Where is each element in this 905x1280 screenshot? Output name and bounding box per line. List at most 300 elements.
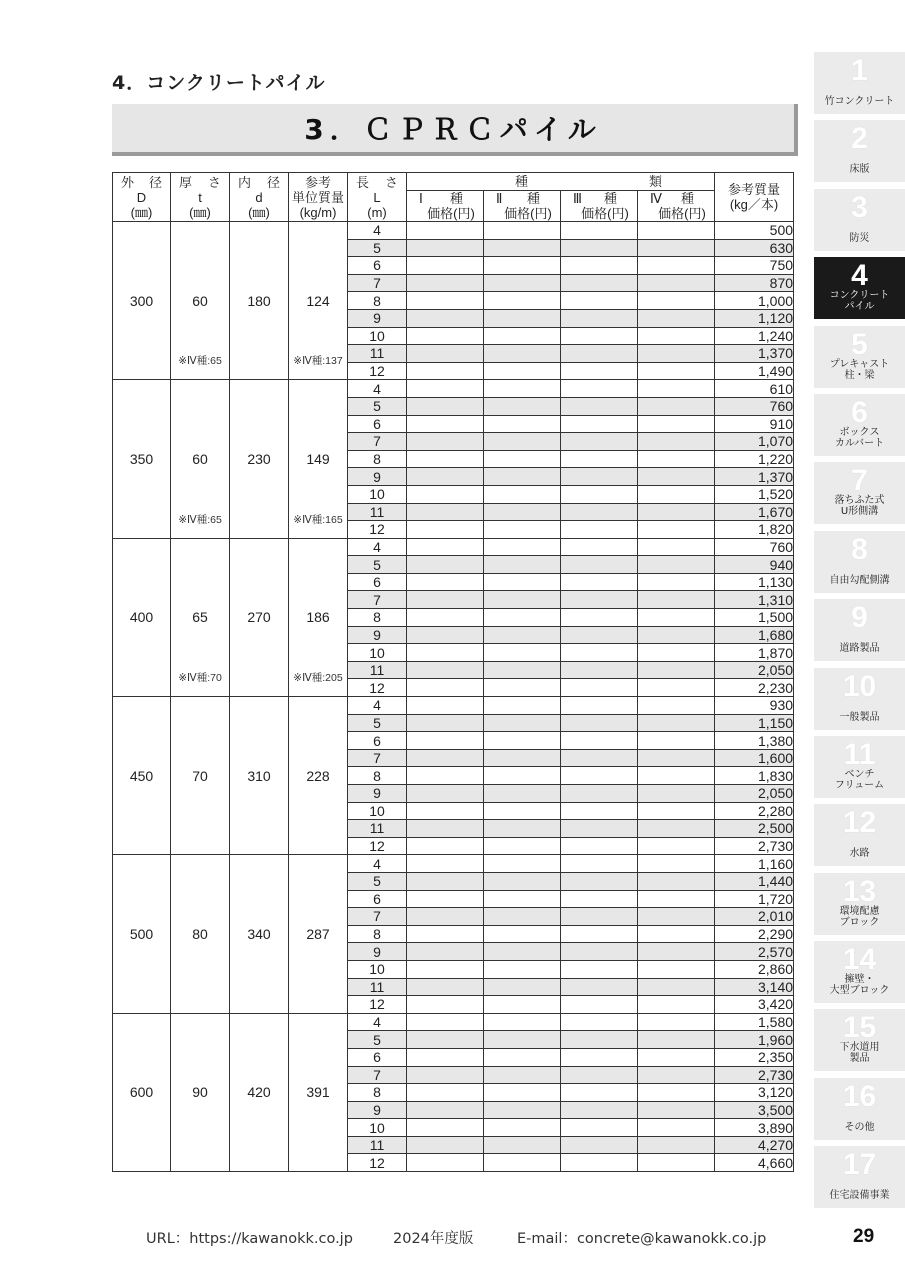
price-cell-type4 [638,802,715,820]
inner-diameter-cell [230,538,289,696]
chapter-tab-number: 7 [851,464,868,498]
inner-diameter-cell [230,380,289,538]
header-kind-2: Ⅱ 種 価格(円) [484,191,561,222]
chapter-tab-number: 8 [851,532,868,566]
length-cell: 7 [348,749,407,767]
chapter-tab-number: 10 [842,669,877,703]
price-cell-type4 [638,732,715,750]
length-cell: 5 [348,714,407,732]
ref-mass-cell: 2,730 [715,1066,794,1084]
chapter-tab-16[interactable] [814,1078,905,1140]
chapter-tab-label: 環境配慮 ブロック [839,905,880,928]
length-cell: 9 [348,309,407,327]
header-length: 長 さ L (m) [348,173,407,222]
ref-mass-cell: 2,730 [715,837,794,855]
chapter-tab-number: 6 [851,395,868,429]
type4-note: ※Ⅳ種:137 [293,355,343,368]
length-cell: 4 [348,380,407,398]
length-cell: 12 [348,362,407,380]
chapter-tab-13[interactable] [814,873,905,935]
price-cell-type1 [407,943,484,961]
price-cell-type1 [407,345,484,363]
chapter-tab-label: ベンチ フリューム [834,768,885,791]
ref-mass-cell: 1,070 [715,433,794,451]
table-row [113,697,794,715]
price-cell-type2 [484,785,561,803]
section-heading: 4．コンクリートパイル [112,72,326,94]
length-cell: 11 [348,820,407,838]
footer-url[interactable]: URL：https://kawanokk.co.jp [146,1231,353,1247]
length-cell: 12 [348,1154,407,1172]
price-cell-type2 [484,573,561,591]
price-cell-type1 [407,908,484,926]
price-cell-type1 [407,591,484,609]
length-cell: 8 [348,609,407,627]
price-cell-type2 [484,626,561,644]
outer-diameter-cell [113,538,171,696]
ref-mass-cell: 940 [715,556,794,574]
price-cell-type4 [638,1119,715,1137]
price-cell-type2 [484,609,561,627]
chapter-tab-label: 床版 [849,164,870,176]
inner-diameter-cell-value: 180 [247,292,271,309]
chapter-tab-5[interactable] [814,326,905,388]
price-cell-type4 [638,644,715,662]
unit-mass-cell [289,855,348,1013]
price-cell-type1 [407,222,484,240]
chapter-tab-7[interactable] [814,462,905,524]
price-cell-type2 [484,1048,561,1066]
price-cell-type1 [407,362,484,380]
price-cell-type1 [407,309,484,327]
unit-mass-cell-value: 186 [306,609,330,626]
chapter-tab-number: 17 [842,1148,877,1182]
price-cell-type3 [561,485,638,503]
ref-mass-cell: 1,310 [715,591,794,609]
outer-diameter-cell-value: 400 [129,609,154,626]
inner-diameter-cell [230,697,289,855]
price-cell-type1 [407,626,484,644]
chapter-tab-1[interactable] [814,52,905,114]
price-cell-type2 [484,732,561,750]
header-kind-1: Ⅰ 種 価格(円) [407,191,484,222]
price-cell-type3 [561,521,638,539]
price-cell-type1 [407,433,484,451]
outer-diameter-cell [113,222,171,380]
price-cell-type3 [561,1136,638,1154]
price-cell-type2 [484,960,561,978]
price-cell-type1 [407,802,484,820]
length-cell: 10 [348,960,407,978]
price-cell-type3 [561,855,638,873]
ref-mass-cell: 4,270 [715,1136,794,1154]
price-cell-type3 [561,1066,638,1084]
price-cell-type3 [561,309,638,327]
price-cell-type4 [638,1101,715,1119]
price-cell-type3 [561,1031,638,1049]
price-cell-type3 [561,626,638,644]
price-cell-type1 [407,785,484,803]
price-cell-type2 [484,485,561,503]
outer-diameter-cell [113,855,171,1013]
price-cell-type4 [638,222,715,240]
outer-diameter-cell-value: 500 [129,926,154,943]
header-kind-3: Ⅲ 種 価格(円) [561,191,638,222]
unit-mass-cell [289,538,348,696]
price-cell-type2 [484,1119,561,1137]
chapter-tab-11[interactable] [814,736,905,798]
chapter-tab-2[interactable] [814,120,905,182]
price-cell-type2 [484,767,561,785]
footer-email[interactable]: E-mail：concrete@kawanokk.co.jp [517,1231,767,1247]
price-cell-type3 [561,1084,638,1102]
length-cell: 8 [348,292,407,310]
price-cell-type2 [484,327,561,345]
unit-mass-cell [289,380,348,538]
inner-diameter-cell-value: 310 [247,767,271,784]
price-cell-type1 [407,274,484,292]
price-cell-type4 [638,257,715,275]
price-cell-type1 [407,978,484,996]
chapter-tab-number: 15 [842,1011,877,1045]
length-cell: 4 [348,538,407,556]
chapter-tab-number: 13 [842,874,877,908]
price-cell-type4 [638,996,715,1014]
price-cell-type1 [407,573,484,591]
price-cell-type1 [407,837,484,855]
table-row [113,1013,794,1031]
length-cell: 4 [348,222,407,240]
length-cell: 8 [348,925,407,943]
price-cell-type3 [561,292,638,310]
chapter-tab-14[interactable] [814,941,905,1003]
price-cell-type2 [484,872,561,890]
price-cell-type4 [638,714,715,732]
price-cell-type1 [407,415,484,433]
price-cell-type4 [638,1013,715,1031]
price-cell-type3 [561,925,638,943]
ref-mass-cell: 3,500 [715,1101,794,1119]
price-cell-type4 [638,239,715,257]
ref-mass-cell: 1,000 [715,292,794,310]
price-cell-type3 [561,978,638,996]
table-row [113,222,794,240]
header-thickness: 厚 さ t (㎜) [171,173,230,222]
price-cell-type3 [561,697,638,715]
length-cell: 11 [348,978,407,996]
ref-mass-cell: 1,600 [715,749,794,767]
price-cell-type2 [484,309,561,327]
price-cell-type4 [638,855,715,873]
price-cell-type2 [484,538,561,556]
price-cell-type1 [407,609,484,627]
price-cell-type2 [484,380,561,398]
price-cell-type4 [638,943,715,961]
length-cell: 9 [348,468,407,486]
length-cell: 12 [348,837,407,855]
chapter-tab-label: プレキャスト 柱・梁 [829,358,890,381]
thickness-cell [171,222,230,380]
unit-mass-cell-value: 287 [306,926,330,943]
ref-mass-cell: 870 [715,274,794,292]
price-cell-type3 [561,345,638,363]
chapter-tab-label: 落ちふた式 U形側溝 [834,495,885,518]
price-cell-type2 [484,1066,561,1084]
ref-mass-cell: 2,230 [715,679,794,697]
price-cell-type4 [638,538,715,556]
chapter-tab-number: 9 [851,601,868,635]
price-cell-type3 [561,767,638,785]
price-cell-type1 [407,644,484,662]
chapter-tab-number: 12 [842,806,877,840]
type4-note: ※Ⅳ種:205 [293,672,343,685]
chapter-tab-number: 1 [851,54,868,87]
price-cell-type3 [561,556,638,574]
ref-mass-cell: 760 [715,397,794,415]
price-cell-type1 [407,397,484,415]
length-cell: 6 [348,257,407,275]
price-cell-type1 [407,1013,484,1031]
price-cell-type4 [638,327,715,345]
price-cell-type3 [561,538,638,556]
price-cell-type1 [407,1084,484,1102]
price-cell-type1 [407,872,484,890]
ref-mass-cell: 2,280 [715,802,794,820]
price-cell-type2 [484,503,561,521]
price-cell-type4 [638,1136,715,1154]
price-cell-type1 [407,521,484,539]
price-cell-type3 [561,872,638,890]
thickness-cell-value: 70 [192,767,208,784]
ref-mass-cell: 2,050 [715,661,794,679]
chapter-tab-number: 4 [851,259,868,293]
price-cell-type1 [407,450,484,468]
ref-mass-cell: 1,580 [715,1013,794,1031]
chapter-tab-number: 16 [842,1079,877,1113]
price-cell-type3 [561,943,638,961]
chapter-tab-8[interactable] [814,531,905,593]
unit-mass-cell-value: 391 [306,1084,330,1101]
chapter-tab-15[interactable] [814,1009,905,1071]
price-cell-type2 [484,433,561,451]
price-cell-type4 [638,767,715,785]
chapter-tab-17[interactable] [814,1146,905,1208]
table-row [113,855,794,873]
length-cell: 7 [348,591,407,609]
price-cell-type2 [484,837,561,855]
chapter-tab-9[interactable] [814,599,905,661]
price-cell-type2 [484,697,561,715]
price-cell-type2 [484,345,561,363]
price-cell-type4 [638,450,715,468]
title-band [112,104,798,156]
chapter-tab-label: 一般製品 [839,711,880,723]
length-cell: 10 [348,485,407,503]
unit-mass-cell [289,697,348,855]
price-cell-type2 [484,943,561,961]
price-cell-type3 [561,327,638,345]
length-cell: 5 [348,397,407,415]
length-cell: 5 [348,556,407,574]
chapter-tab-3[interactable] [814,189,905,251]
price-cell-type3 [561,274,638,292]
chapter-tab-12[interactable] [814,804,905,866]
page-title: 3．ＣＰＲＣパイル [304,113,602,146]
ref-mass-cell: 1,870 [715,644,794,662]
price-cell-type4 [638,908,715,926]
header-unit-mass: 参考 単位質量 (kg/m) [289,173,348,222]
price-cell-type1 [407,485,484,503]
table-row [113,380,794,398]
price-cell-type3 [561,732,638,750]
footer-edition: 2024年度版 [393,1231,474,1247]
length-cell: 5 [348,239,407,257]
ref-mass-cell: 1,720 [715,890,794,908]
price-cell-type2 [484,855,561,873]
chapter-tab-number: 11 [843,737,876,771]
ref-mass-cell: 1,820 [715,521,794,539]
length-cell: 6 [348,1048,407,1066]
ref-mass-cell: 1,680 [715,626,794,644]
thickness-cell-value: 60 [192,451,208,468]
price-cell-type4 [638,1154,715,1172]
price-cell-type2 [484,1031,561,1049]
length-cell: 9 [348,943,407,961]
thickness-cell [171,855,230,1013]
length-cell: 11 [348,661,407,679]
price-cell-type4 [638,626,715,644]
ref-mass-cell: 1,130 [715,573,794,591]
ref-mass-cell: 1,120 [715,309,794,327]
price-cell-type1 [407,239,484,257]
price-cell-type2 [484,1154,561,1172]
price-cell-type2 [484,415,561,433]
price-cell-type4 [638,521,715,539]
price-cell-type4 [638,1048,715,1066]
price-cell-type2 [484,996,561,1014]
length-cell: 5 [348,872,407,890]
price-cell-type2 [484,820,561,838]
ref-mass-cell: 1,440 [715,872,794,890]
price-cell-type3 [561,591,638,609]
inner-diameter-cell [230,855,289,1013]
inner-diameter-cell-value: 270 [247,609,271,626]
ref-mass-cell: 2,290 [715,925,794,943]
length-cell: 9 [348,626,407,644]
price-cell-type1 [407,679,484,697]
price-cell-type2 [484,591,561,609]
price-cell-type3 [561,503,638,521]
price-cell-type2 [484,908,561,926]
price-cell-type1 [407,556,484,574]
pile-spec-table [112,172,794,1172]
outer-diameter-cell-value: 450 [129,767,154,784]
price-cell-type1 [407,661,484,679]
chapter-tab-label: 防災 [849,232,870,244]
ref-mass-cell: 2,010 [715,908,794,926]
price-cell-type2 [484,925,561,943]
chapter-tab-6[interactable] [814,394,905,456]
length-cell: 7 [348,908,407,926]
price-cell-type2 [484,1084,561,1102]
price-cell-type2 [484,890,561,908]
ref-mass-cell: 1,670 [715,503,794,521]
price-cell-type1 [407,749,484,767]
unit-mass-cell-value: 124 [306,292,330,309]
chapter-tab-4[interactable] [814,257,905,319]
unit-mass-cell-value: 228 [306,767,330,784]
price-cell-type4 [638,397,715,415]
ref-mass-cell: 2,860 [715,960,794,978]
chapter-tab-label: 住宅設備事業 [829,1190,890,1202]
length-cell: 6 [348,732,407,750]
thickness-cell-value: 60 [192,292,208,309]
price-cell-type4 [638,661,715,679]
chapter-tab-label: 竹コンクリート [824,96,895,107]
type4-note: ※Ⅳ種:165 [293,513,343,526]
price-cell-type3 [561,996,638,1014]
price-cell-type3 [561,837,638,855]
price-cell-type4 [638,503,715,521]
price-cell-type4 [638,1031,715,1049]
chapter-tab-label: 下水道用 製品 [839,1042,880,1065]
chapter-tab-label: 道路製品 [839,643,880,655]
chapter-tab-number: 14 [842,943,877,977]
price-cell-type2 [484,521,561,539]
price-cell-type3 [561,644,638,662]
chapter-tab-10[interactable] [814,668,905,730]
price-cell-type2 [484,679,561,697]
price-cell-type4 [638,345,715,363]
price-cell-type1 [407,1031,484,1049]
length-cell: 12 [348,521,407,539]
price-cell-type2 [484,802,561,820]
price-cell-type2 [484,239,561,257]
length-cell: 11 [348,1136,407,1154]
price-cell-type1 [407,380,484,398]
price-cell-type2 [484,1101,561,1119]
table-row [113,538,794,556]
chapter-tab-label: コンクリート パイル [829,290,890,313]
ref-mass-cell: 1,220 [715,450,794,468]
price-cell-type1 [407,820,484,838]
price-cell-type3 [561,890,638,908]
price-cell-type1 [407,732,484,750]
ref-mass-cell: 2,050 [715,785,794,803]
price-cell-type3 [561,1119,638,1137]
ref-mass-cell: 1,960 [715,1031,794,1049]
chapter-tab-label: その他 [844,1121,875,1133]
ref-mass-cell: 2,350 [715,1048,794,1066]
price-cell-type1 [407,767,484,785]
ref-mass-cell: 1,150 [715,714,794,732]
price-cell-type4 [638,890,715,908]
price-cell-type4 [638,591,715,609]
inner-diameter-cell [230,1013,289,1171]
length-cell: 11 [348,345,407,363]
ref-mass-cell: 1,160 [715,855,794,873]
price-cell-type4 [638,1084,715,1102]
price-cell-type3 [561,257,638,275]
length-cell: 7 [348,433,407,451]
price-cell-type3 [561,908,638,926]
price-cell-type4 [638,292,715,310]
chapter-tab-label: 擁壁・ 大型ブロック [829,974,890,997]
price-cell-type3 [561,433,638,451]
price-cell-type3 [561,362,638,380]
ref-mass-cell: 1,830 [715,767,794,785]
length-cell: 11 [348,503,407,521]
